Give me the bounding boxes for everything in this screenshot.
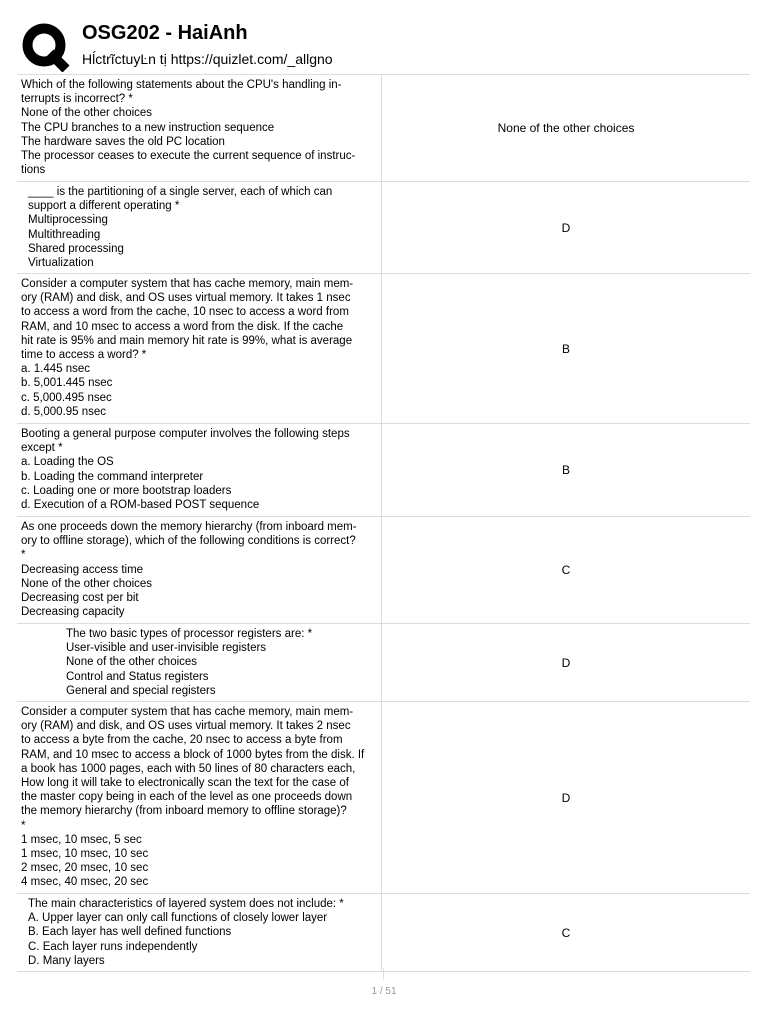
option-line: d. 5,000.95 nsec: [21, 405, 107, 418]
option-line: None of the other choices: [66, 656, 198, 669]
question-cell: [17, 702, 382, 893]
option-line: The CPU branches to a new instruction sequence: [21, 121, 275, 134]
answer-cell: None of the other choices: [497, 121, 635, 135]
question-cell: [17, 894, 382, 971]
answer-cell: D: [561, 655, 571, 670]
flashcard-row: [17, 702, 750, 894]
question-line: How long it will take to electronically scan the text for the case of: [21, 777, 349, 790]
question-cell: [17, 424, 382, 516]
option-line: c. Loading one or more bootstrap loaders: [21, 484, 232, 497]
option-line: 1 msec, 10 msec, 5 sec: [21, 833, 142, 846]
flashcard-row: [17, 274, 750, 424]
option-line: General and special registers: [66, 684, 216, 697]
option-line: The hardware saves the old PC location: [21, 135, 225, 148]
option-line: Virtualization: [28, 257, 94, 270]
option-line: b. 5,001.445 nsec: [21, 377, 113, 390]
question-cell: [17, 517, 382, 623]
option-line: Decreasing cost per bit: [21, 592, 139, 605]
question-line: to access a word from the cache, 10 nsec to access a word from: [21, 306, 349, 319]
option-line: B. Each layer has well defined functions: [28, 926, 232, 939]
option-line: a. Loading the OS: [21, 456, 114, 469]
answer-cell: B: [561, 463, 570, 477]
question-line: The two basic types of processor registers are: *: [66, 628, 313, 640]
option-line: None of the other choices: [21, 107, 153, 120]
question-cell: [17, 182, 382, 273]
question-line: *: [21, 549, 26, 562]
option-line: Decreasing capacity: [21, 606, 125, 619]
question-cell: [17, 274, 382, 423]
option-line: d. Execution of a ROM-based POST sequence: [21, 499, 260, 512]
question-line: Booting a general purpose computer involves the following steps: [21, 428, 350, 440]
option-line: b. Loading the command interpreter: [21, 470, 204, 483]
option-line: Decreasing access time: [21, 563, 144, 576]
option-line: tions: [21, 164, 46, 177]
question-line: RAM, and 10 msec to access a word from the disk. If the cache: [21, 320, 344, 333]
option-line: A. Upper layer can only call functions of closely lower layer: [28, 912, 328, 925]
option-line: Control and Status registers: [66, 670, 209, 683]
answer-cell: D: [561, 220, 571, 235]
question-line: the master copy being in each of the level as one proceeds down: [21, 791, 353, 804]
question-line: ory (RAM) and disk, and OS uses virtual memory. It takes 1 nsec: [21, 292, 351, 305]
question-line: a book has 1000 pages, each with 50 lines of 80 characters each,: [21, 762, 356, 775]
question-line: ____ is the partitioning of a single server, each of which can: [28, 186, 333, 198]
question-line: Consider a computer system that has cache memory, main mem-: [21, 278, 354, 290]
flashcard-row: [17, 517, 750, 624]
option-line: Multiprocessing: [28, 214, 108, 227]
question-line: except *: [21, 442, 63, 455]
option-line: c. 5,000.495 nsec: [21, 391, 112, 404]
question-line: hit rate is 95% and main memory hit rate is 99%, what is average: [21, 334, 353, 347]
document-title: OSG202 - HaiAnh: [82, 22, 248, 44]
question-line: The main characteristics of layered system does not include: *: [28, 898, 344, 910]
option-line: 4 msec, 40 msec, 20 sec: [21, 876, 149, 889]
answer-cell: C: [561, 563, 571, 577]
question-line: to access a byte from the cache, 20 nsec to access a byte from: [21, 734, 343, 747]
quizlet-q-logo-icon: [21, 22, 71, 72]
question-line: RAM, and 10 msec to access a block of 1000 bytes from the disk. If: [21, 748, 365, 761]
answer-cell: D: [561, 790, 571, 805]
flashcard-row: [17, 182, 750, 274]
question-cell: [17, 75, 382, 181]
option-line: a. 1.445 nsec: [21, 363, 91, 376]
question-line: ory to offline storage), which of the following conditions is correct?: [21, 535, 356, 548]
flashcard-table: [17, 74, 750, 972]
flashcard-row: [17, 424, 750, 517]
option-line: User-visible and user-invisible registers: [66, 642, 267, 655]
flashcard-row: [17, 75, 750, 182]
question-line: support a different operating *: [28, 200, 180, 213]
option-line: C. Each layer runs independently: [28, 940, 198, 953]
flashcard-row: [17, 894, 750, 972]
option-line: 1 msec, 10 msec, 10 sec: [21, 848, 149, 861]
option-line: Shared processing: [28, 242, 124, 255]
answer-cell: C: [561, 925, 571, 940]
column-divider-stub: [383, 968, 384, 980]
option-line: The processor ceases to execute the current sequence of instruc-: [21, 150, 356, 163]
question-line: *: [21, 819, 26, 832]
question-line: Which of the following statements about the CPU's handling in-: [21, 79, 342, 91]
document-header: [0, 0, 768, 72]
question-line: Consider a computer system that has cache memory, main mem-: [21, 706, 354, 718]
question-cell: [17, 624, 382, 701]
answer-cell: B: [561, 341, 570, 356]
flashcard-row: [17, 624, 750, 702]
option-line: 2 msec, 20 msec, 10 sec: [21, 862, 149, 875]
question-line: As one proceeds down the memory hierarchy (from inboard mem-: [21, 521, 357, 533]
question-line: time to access a word? *: [21, 349, 147, 362]
document-subtitle: HĺctrĩctuyĿn tị https://quizlet.com/_allgno: [82, 51, 333, 67]
question-line: ory (RAM) and disk, and OS uses virtual memory. It takes 2 nsec: [21, 720, 351, 733]
page-number: 1 / 51: [371, 986, 397, 997]
question-line: the memory hierarchy (from inboard memory to offline storage)?: [21, 805, 347, 818]
option-line: Multithreading: [28, 228, 101, 241]
option-line: None of the other choices: [21, 577, 153, 590]
question-line: terrupts is incorrect? *: [21, 93, 133, 106]
option-line: D. Many layers: [28, 954, 105, 967]
